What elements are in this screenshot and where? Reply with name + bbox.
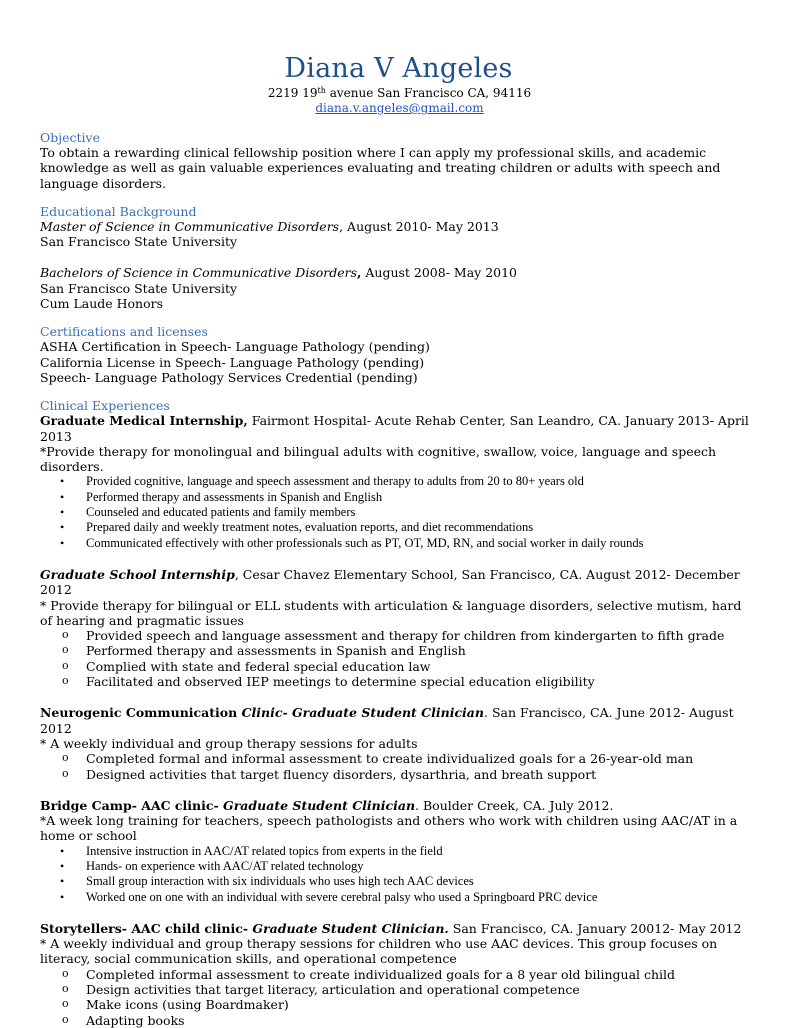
list-item: o Facilitated and observed IEP meetings to determine special education eligibility bbox=[40, 674, 751, 689]
degree1-line: Master of Science in Communicative Disorders, August 2010- May 2013 bbox=[40, 218, 499, 234]
exp3-summary: * A weekly individual and group therapy sessions for adults bbox=[40, 735, 418, 751]
cert-item: ASHA Certification in Speech- Language Pathology (pending) bbox=[40, 339, 430, 355]
education-heading: Educational Background bbox=[40, 203, 197, 219]
list-item: • Intensive instruction in AAC/AT related topics from experts in the field bbox=[40, 844, 751, 859]
exp1-title-line: Graduate Medical Internship, Fairmont Hospital- Acute Rehab Center, San Leandro, CA. January 2013- April 2013 bbox=[40, 413, 749, 444]
list-item: o Make icons (using Boardmaker) bbox=[40, 997, 751, 1012]
exp3-title-line: Neurogenic Communication Clinic- Graduate Student Clinician. San Francisco, CA. June 2012- August 2012 bbox=[40, 705, 734, 736]
list-item: o Complied with state and federal special education law bbox=[40, 659, 751, 674]
list-item: • Counseled and educated patients and family members bbox=[40, 505, 751, 520]
exp1-list bbox=[40, 474, 751, 550]
email-line bbox=[48, 101, 751, 116]
exp4-title-line: Bridge Camp- AAC clinic- Graduate Student Clinician. Boulder Creek, CA. July 2012. bbox=[40, 797, 614, 813]
list-item: o Provided speech and language assessment and therapy for children from kindergarten to fifth grade bbox=[40, 628, 751, 643]
exp2-summary: * Provide therapy for bilingual or ELL students with articulation & language disorders, selective mutism, hard of hearing and pragmatic issues bbox=[40, 597, 742, 628]
exp2-title-line: Graduate School Internship, Cesar Chavez Elementary School, San Francisco, CA. August 2012- December 2012 bbox=[40, 566, 740, 598]
exp4-summary: *A week long training for teachers, speech pathologists and others who work with children using AAC/AT in a home or school bbox=[40, 813, 738, 844]
list-item: o Design activities that target literacy, articulation and operational competence bbox=[40, 982, 751, 997]
certs-heading: Certifications and licenses bbox=[40, 324, 208, 340]
list-item: • Communicated effectively with other professionals such as PT, OT, MD, RN, and social worker in daily rounds bbox=[40, 536, 751, 551]
list-item: • Performed therapy and assessments in Spanish and English bbox=[40, 490, 751, 505]
degree2-school: San Francisco State University bbox=[40, 280, 238, 296]
objective-heading: Objective bbox=[40, 130, 101, 145]
list-item: o Completed informal assessment to create individualized goals for a 8 year old bilingual child bbox=[40, 967, 751, 982]
list-item: • Worked one on one with an individual with severe cerebral palsy who used a Springboard PRC device bbox=[40, 890, 751, 905]
exp3-list bbox=[40, 751, 751, 782]
list-item: o Completed formal and informal assessment to create individualized goals for a 26-year-old man bbox=[40, 751, 751, 766]
cert-item: California License in Speech- Language Pathology (pending) bbox=[40, 354, 425, 370]
exp1-summary: *Provide therapy for monolingual and bilingual adults with cognitive, swallow, voice, language and speech disorders. bbox=[40, 443, 717, 475]
list-item: o Designed activities that target fluency disorders, dysarthria, and breath support bbox=[40, 767, 751, 782]
list-item: • Prepared daily and weekly treatment notes, evaluation reports, and diet recommendations bbox=[40, 520, 751, 535]
address: 2219 19th avenue San Francisco CA, 94116 bbox=[267, 86, 532, 100]
degree2-honors: Cum Laude Honors bbox=[40, 296, 164, 312]
list-item: o Adapting books bbox=[40, 1013, 751, 1028]
email-link[interactable]: diana.v.angeles@gmail.com bbox=[315, 101, 484, 115]
exp5-summary: * A weekly individual and group therapy sessions for children who use AAC devices. This group focuses on literacy, social communication skills, and operational competence bbox=[40, 936, 718, 967]
resume-name: Diana V Angeles bbox=[284, 53, 513, 84]
exp5-title-line: Storytellers- AAC child clinic- Graduate Student Clinician. San Francisco, CA. January 20012- May 2012 bbox=[40, 920, 742, 936]
cert-item: Speech- Language Pathology Services Credential (pending) bbox=[40, 369, 418, 385]
list-item: • Hands- on experience with AAC/AT related technology bbox=[40, 859, 751, 874]
address-superscript: th bbox=[317, 86, 326, 95]
degree2-line: Bachelors of Science in Communicative Disorders, August 2008- May 2010 bbox=[40, 265, 518, 281]
degree1-school: San Francisco State University bbox=[40, 234, 238, 250]
list-item: o Performed therapy and assessments in Spanish and English bbox=[40, 643, 751, 658]
exp2-list bbox=[40, 628, 751, 689]
list-item: • Provided cognitive, language and speech assessment and therapy to adults from 20 to 80+ years old bbox=[40, 474, 751, 489]
exp5-list bbox=[40, 967, 751, 1028]
objective-text: To obtain a rewarding clinical fellowship position where I can apply my professional skills, and academic knowledge as well as gain valuable experiences evaluating and treating children or adults with speech and language disorders. bbox=[40, 145, 721, 191]
clinical-heading: Clinical Experiences bbox=[40, 398, 170, 414]
list-item: • Small group interaction with six individuals who uses high tech AAC devices bbox=[40, 874, 751, 889]
exp4-list bbox=[40, 844, 751, 905]
